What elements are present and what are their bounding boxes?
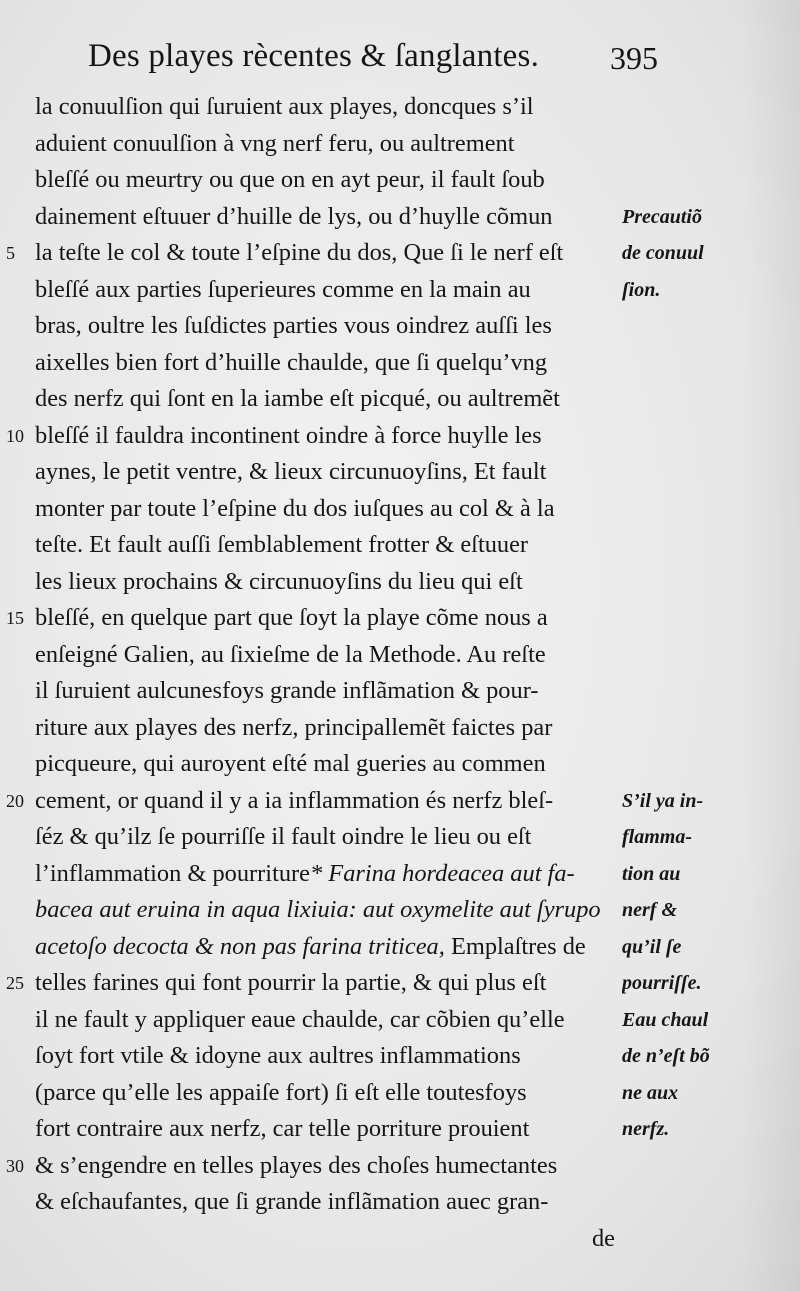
line-number: 5 (6, 243, 15, 263)
text-line: telles farines qui font pourrir la partie, & qui plus eſt (35, 969, 547, 996)
text-line: riture aux playes des nerfz, principallemẽt faictes par (35, 713, 553, 741)
margin-note-line: de n’eſt bõ (622, 1045, 710, 1067)
line-number: 10 (6, 425, 24, 446)
text-line: picqueure, qui auroyent eſté mal gueries au commen (35, 750, 546, 777)
text-line-roman: Emplaſtres de (450, 932, 586, 960)
text-line: la conuulſion qui ſuruient aux playes, doncques s’il (35, 93, 534, 120)
line-number: 15 (6, 608, 24, 628)
text-line: la teſte le col & toute l’eſpine du dos, Que ſi le nerf eſt (35, 239, 564, 266)
margin-note-line: qu’il ſe (622, 935, 682, 958)
margin-note-precaution (622, 199, 800, 309)
margin-note-line: ſion. (622, 278, 661, 301)
latin-gloss: acetoſo decocta & non pas farina triticea, (35, 932, 445, 960)
margin-note-line: S’il ya in- (622, 789, 704, 812)
text-line: des nerfz qui ſont en la iambe eſt picqué, ou aultremẽt (35, 385, 560, 412)
text-line: bleſſé, en quelque part que ſoyt la playe cõme nous a (35, 604, 548, 631)
line-number: 25 (6, 973, 24, 993)
text-line: (parce qu’elle les appaiſe fort) ſi eſt elle toutesfoys (35, 1078, 527, 1106)
text-line: les lieux prochains & circunuoyſins du lieu qui eſt (35, 567, 523, 595)
text-line: & s’engendre en telles playes des choſes humectantes (35, 1151, 558, 1179)
text-line: fort contraire aux nerfz, car telle porriture prouient (35, 1115, 530, 1142)
margin-note-line: ne aux (622, 1081, 679, 1104)
line-number-column (0, 89, 34, 1176)
margin-note-warm-water (622, 1002, 800, 1148)
text-line: enſeigné Galien, au ſixieſme de la Methode. Au reſte (35, 640, 546, 668)
text-line: aynes, le petit ventre, & lieux circunuoyſins, Et fault (35, 458, 547, 485)
text-line: ſéz & qu’ilz ſe pourriſſe il fault oindre le lieu ou eſt (35, 823, 532, 850)
latin-gloss: * Farina hordeacea aut fa- (310, 859, 575, 887)
margin-note-line: tion au (622, 862, 681, 885)
line-number: 30 (6, 1155, 24, 1176)
text-line-roman: l’inflammation & pourriture (35, 859, 311, 887)
text-line: & eſchaufantes, que ſi grande inflãmation auec gran- (35, 1188, 549, 1215)
text-line: aduient conuulſion à vng nerf feru, ou aultrement (35, 129, 515, 157)
text-line: cement, or quand il y a ia inflammation és nerfz bleſ- (35, 786, 554, 814)
margin-note-line: pourriſſe. (622, 972, 702, 994)
margin-note-inflammation (622, 783, 800, 1002)
line-number: 20 (6, 790, 24, 811)
text-line: bleſſé il fauldra incontinent oindre à force huylle les (35, 421, 542, 449)
text-line: bras, oultre les ſuſdictes parties vous oindrez auſſi les (35, 312, 552, 339)
page-number: 395 (610, 40, 658, 76)
text-line: aixelles bien fort d’huille chaulde, que ſi quelqu’vng (35, 348, 548, 376)
text-line: ſoyt fort vtile & idoyne aux aultres inflammations (35, 1042, 521, 1069)
margin-note-line: de conuul (622, 242, 704, 264)
running-head (88, 38, 658, 88)
text-line: il ſuruient aulcunesfoys grande inflãmation & pour- (35, 677, 539, 704)
text-line: monter par toute l’eſpine du dos iuſques au col & à la (35, 494, 555, 522)
running-head-title: Des playes rècentes & ſanglantes. (88, 38, 540, 74)
text-line: bleſſé aux parties ſuperieures comme en la main au (35, 275, 531, 303)
text-line: dainement eſtuuer d’huille de lys, ou d’huylle cõmun (35, 202, 553, 230)
margin-note-line: nerf & (622, 899, 677, 921)
catchword: de (591, 1224, 615, 1252)
margin-note-line: Eau chaul (622, 1008, 709, 1031)
text-line-latin: bacea aut eruina in aqua lixiuia: aut oxymelite aut ſyrupo (35, 896, 601, 923)
margin-note-line: nerfz. (622, 1118, 670, 1140)
text-line: teſte. Et fault auſſi ſemblablement frotter & eſtuuer (35, 531, 529, 558)
margin-note-line: Precautiõ (622, 205, 702, 228)
body-text (35, 89, 630, 1257)
text-line (35, 856, 630, 893)
text-line: il ne fault y appliquer eaue chaulde, car cõbien qu’elle (35, 1005, 565, 1033)
text-line: bleſſé ou meurtry ou que on en ayt peur, il fault ſoub (35, 166, 545, 193)
margin-note-line: flamma- (622, 826, 692, 848)
text-line (35, 929, 630, 966)
